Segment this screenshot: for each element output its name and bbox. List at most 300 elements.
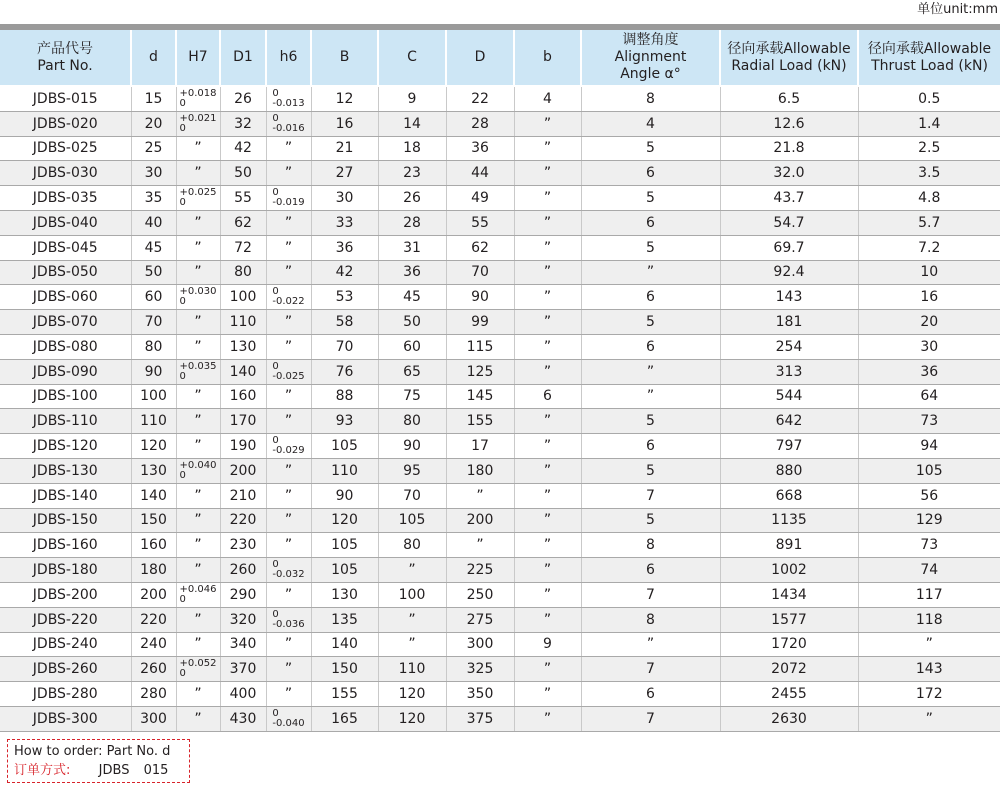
table-row	[0, 111, 1000, 136]
cell-B: 120	[311, 508, 378, 533]
cell-alignment-angle: 7	[581, 657, 720, 682]
cell-h7-lower: 0	[179, 469, 186, 481]
cell-part-no: JDBS-240	[0, 632, 131, 657]
cell-d: 300	[131, 706, 176, 731]
cell-h7	[176, 186, 220, 211]
cell-B: 27	[311, 161, 378, 186]
cell-radial-load: 2630	[720, 706, 858, 731]
cell-h7-upper: +0.035	[179, 360, 217, 372]
cell-h6	[266, 607, 311, 632]
cell-h6: ”	[266, 310, 311, 335]
cell-D: 70	[446, 260, 514, 285]
cell-h6: ”	[266, 682, 311, 707]
cell-part-no: JDBS-080	[0, 334, 131, 359]
cell-d: 140	[131, 483, 176, 508]
cell-C: 31	[378, 235, 446, 260]
cell-D: 300	[446, 632, 514, 657]
cell-d1: 50	[220, 161, 266, 186]
cell-d1: 42	[220, 136, 266, 161]
cell-C: ”	[378, 607, 446, 632]
cell-radial-load: 891	[720, 533, 858, 558]
cell-d1: 430	[220, 706, 266, 731]
cell-alignment-angle: 8	[581, 533, 720, 558]
cell-h6: ”	[266, 458, 311, 483]
cell-d: 40	[131, 210, 176, 235]
table-row	[0, 458, 1000, 483]
cell-d1: 370	[220, 657, 266, 682]
cell-h6: ”	[266, 409, 311, 434]
cell-h7	[176, 359, 220, 384]
cell-D: 145	[446, 384, 514, 409]
cell-alignment-angle: 5	[581, 310, 720, 335]
cell-h7-upper: +0.040	[179, 459, 217, 471]
cell-radial-load: 1002	[720, 558, 858, 583]
cell-h7: ”	[176, 334, 220, 359]
cell-C: 100	[378, 582, 446, 607]
cell-h7: ”	[176, 533, 220, 558]
cell-alignment-angle: 5	[581, 508, 720, 533]
cell-B: 130	[311, 582, 378, 607]
cell-h6: ”	[266, 582, 311, 607]
cell-b: ”	[514, 508, 581, 533]
cell-h7	[176, 111, 220, 136]
cell-h7-lower: 0	[179, 296, 186, 308]
table-row	[0, 136, 1000, 161]
cell-D: ”	[446, 483, 514, 508]
cell-h7: ”	[176, 260, 220, 285]
cell-d: 130	[131, 458, 176, 483]
cell-D: 49	[446, 186, 514, 211]
cell-h6-upper: 0	[272, 187, 279, 199]
cell-radial-load: 544	[720, 384, 858, 409]
cell-thrust-load: 129	[858, 508, 1000, 533]
cell-part-no: JDBS-060	[0, 285, 131, 310]
cell-d1: 260	[220, 558, 266, 583]
cell-C: 120	[378, 706, 446, 731]
cell-b: ”	[514, 260, 581, 285]
cell-d: 220	[131, 607, 176, 632]
header-B: B	[311, 30, 378, 86]
order-example-value: 015	[143, 763, 169, 778]
header-thrust-load: 径向承载Allowable Thrust Load (kN)	[858, 30, 1000, 86]
cell-h6	[266, 86, 311, 111]
cell-h6-lower: -0.040	[272, 717, 305, 729]
table-row	[0, 260, 1000, 285]
cell-D: ”	[446, 533, 514, 558]
cell-d1: 80	[220, 260, 266, 285]
cell-thrust-load: 143	[858, 657, 1000, 682]
cell-b: ”	[514, 582, 581, 607]
cell-b: ”	[514, 434, 581, 459]
cell-d: 200	[131, 582, 176, 607]
cell-C: 60	[378, 334, 446, 359]
cell-thrust-load: 56	[858, 483, 1000, 508]
cell-thrust-load: 3.5	[858, 161, 1000, 186]
cell-B: 105	[311, 434, 378, 459]
cell-D: 90	[446, 285, 514, 310]
cell-alignment-angle: ”	[581, 359, 720, 384]
cell-D: 99	[446, 310, 514, 335]
cell-h6-lower: -0.013	[272, 97, 305, 109]
table-row	[0, 607, 1000, 632]
cell-C: 26	[378, 186, 446, 211]
cell-alignment-angle: 7	[581, 706, 720, 731]
cell-h6: ”	[266, 210, 311, 235]
table-row	[0, 508, 1000, 533]
cell-h6: ”	[266, 483, 311, 508]
cell-thrust-load: 0.5	[858, 86, 1000, 111]
cell-d1: 220	[220, 508, 266, 533]
cell-d: 35	[131, 186, 176, 211]
table-row	[0, 434, 1000, 459]
cell-d1: 72	[220, 235, 266, 260]
cell-d: 15	[131, 86, 176, 111]
cell-h7-lower: 0	[179, 122, 186, 134]
cell-h6-lower: -0.029	[272, 445, 305, 457]
cell-part-no: JDBS-030	[0, 161, 131, 186]
cell-h6	[266, 359, 311, 384]
cell-h6	[266, 111, 311, 136]
cell-h7: ”	[176, 508, 220, 533]
cell-d1: 62	[220, 210, 266, 235]
cell-d: 150	[131, 508, 176, 533]
cell-D: 200	[446, 508, 514, 533]
cell-h7: ”	[176, 434, 220, 459]
cell-B: 105	[311, 533, 378, 558]
cell-h6-lower: -0.032	[272, 569, 305, 581]
cell-thrust-load: 64	[858, 384, 1000, 409]
cell-radial-load: 2072	[720, 657, 858, 682]
cell-h7: ”	[176, 310, 220, 335]
cell-C: 9	[378, 86, 446, 111]
order-line-cn	[14, 761, 189, 780]
cell-h6-upper: 0	[272, 360, 279, 372]
table-row	[0, 86, 1000, 111]
cell-h6: ”	[266, 632, 311, 657]
cell-h6-upper: 0	[272, 707, 279, 719]
order-label-en: How to order: Part No.	[14, 744, 159, 759]
cell-D: 36	[446, 136, 514, 161]
cell-part-no: JDBS-110	[0, 409, 131, 434]
cell-C: 120	[378, 682, 446, 707]
cell-thrust-load: 105	[858, 458, 1000, 483]
cell-B: 140	[311, 632, 378, 657]
cell-B: 76	[311, 359, 378, 384]
cell-B: 165	[311, 706, 378, 731]
cell-b: ”	[514, 235, 581, 260]
cell-C: 70	[378, 483, 446, 508]
cell-b: ”	[514, 706, 581, 731]
header-part-no: 产品代号 Part No.	[0, 30, 131, 86]
cell-h7-upper: +0.046	[179, 583, 217, 595]
cell-h6-lower: -0.025	[272, 370, 305, 382]
cell-C: 45	[378, 285, 446, 310]
order-value-d: d	[162, 744, 171, 759]
cell-h6-upper: 0	[272, 608, 279, 620]
table-row	[0, 285, 1000, 310]
cell-d: 20	[131, 111, 176, 136]
table-row	[0, 533, 1000, 558]
cell-h7-upper: +0.018	[179, 87, 217, 99]
cell-B: 16	[311, 111, 378, 136]
cell-h6-lower: -0.019	[272, 197, 305, 209]
cell-d1: 26	[220, 86, 266, 111]
table-row	[0, 384, 1000, 409]
cell-b: ”	[514, 409, 581, 434]
cell-alignment-angle: ”	[581, 632, 720, 657]
cell-B: 90	[311, 483, 378, 508]
cell-part-no: JDBS-200	[0, 582, 131, 607]
table-header-row	[0, 30, 1000, 86]
cell-d: 30	[131, 161, 176, 186]
cell-d1: 210	[220, 483, 266, 508]
cell-h7: ”	[176, 558, 220, 583]
cell-b: ”	[514, 682, 581, 707]
header-b: b	[514, 30, 581, 86]
cell-D: 28	[446, 111, 514, 136]
cell-part-no: JDBS-100	[0, 384, 131, 409]
cell-d: 160	[131, 533, 176, 558]
cell-B: 42	[311, 260, 378, 285]
cell-h6-lower: -0.022	[272, 296, 305, 308]
cell-h6: ”	[266, 508, 311, 533]
cell-B: 105	[311, 558, 378, 583]
cell-C: 36	[378, 260, 446, 285]
cell-b: ”	[514, 483, 581, 508]
table-row	[0, 657, 1000, 682]
cell-alignment-angle: 4	[581, 111, 720, 136]
cell-h6: ”	[266, 260, 311, 285]
cell-alignment-angle: 5	[581, 458, 720, 483]
cell-radial-load: 313	[720, 359, 858, 384]
cell-B: 110	[311, 458, 378, 483]
cell-h6: ”	[266, 384, 311, 409]
cell-D: 275	[446, 607, 514, 632]
header-alignment-angle: 调整角度 Alignment Angle α°	[581, 30, 720, 86]
cell-radial-load: 797	[720, 434, 858, 459]
cell-B: 53	[311, 285, 378, 310]
cell-thrust-load: 7.2	[858, 235, 1000, 260]
cell-d: 25	[131, 136, 176, 161]
cell-d1: 130	[220, 334, 266, 359]
cell-C: 110	[378, 657, 446, 682]
cell-C: 90	[378, 434, 446, 459]
cell-part-no: JDBS-050	[0, 260, 131, 285]
cell-d: 260	[131, 657, 176, 682]
cell-radial-load: 1577	[720, 607, 858, 632]
cell-b: ”	[514, 161, 581, 186]
table-row	[0, 558, 1000, 583]
cell-h7	[176, 582, 220, 607]
cell-alignment-angle: 6	[581, 682, 720, 707]
cell-C: 50	[378, 310, 446, 335]
cell-b: ”	[514, 334, 581, 359]
cell-B: 135	[311, 607, 378, 632]
cell-alignment-angle: 6	[581, 334, 720, 359]
cell-D: 55	[446, 210, 514, 235]
cell-C: ”	[378, 632, 446, 657]
header-radial-load: 径向承载Allowable Radial Load (kN)	[720, 30, 858, 86]
table-row	[0, 235, 1000, 260]
cell-thrust-load: 74	[858, 558, 1000, 583]
cell-h7-lower: 0	[179, 668, 186, 680]
cell-alignment-angle: 7	[581, 483, 720, 508]
cell-B: 70	[311, 334, 378, 359]
cell-radial-load: 69.7	[720, 235, 858, 260]
header-h7: H7	[176, 30, 220, 86]
cell-h7-upper: +0.052	[179, 658, 217, 670]
cell-d1: 320	[220, 607, 266, 632]
cell-h7-upper: +0.030	[179, 286, 217, 298]
header-d1: D1	[220, 30, 266, 86]
cell-part-no: JDBS-035	[0, 186, 131, 211]
cell-radial-load: 1434	[720, 582, 858, 607]
cell-d: 240	[131, 632, 176, 657]
cell-b: ”	[514, 558, 581, 583]
cell-part-no: JDBS-025	[0, 136, 131, 161]
cell-part-no: JDBS-260	[0, 657, 131, 682]
cell-h7-lower: 0	[179, 97, 186, 109]
cell-D: 325	[446, 657, 514, 682]
cell-thrust-load: 10	[858, 260, 1000, 285]
cell-b: ”	[514, 186, 581, 211]
table-row	[0, 310, 1000, 335]
cell-b: ”	[514, 359, 581, 384]
cell-d1: 100	[220, 285, 266, 310]
cell-h7: ”	[176, 632, 220, 657]
cell-radial-load: 143	[720, 285, 858, 310]
cell-radial-load: 43.7	[720, 186, 858, 211]
cell-alignment-angle: 6	[581, 434, 720, 459]
cell-h7: ”	[176, 235, 220, 260]
cell-B: 155	[311, 682, 378, 707]
cell-d: 45	[131, 235, 176, 260]
cell-radial-load: 668	[720, 483, 858, 508]
cell-b: 6	[514, 384, 581, 409]
cell-h6	[266, 558, 311, 583]
table-row	[0, 682, 1000, 707]
cell-h6: ”	[266, 657, 311, 682]
cell-h6: ”	[266, 533, 311, 558]
cell-h7	[176, 657, 220, 682]
cell-d1: 170	[220, 409, 266, 434]
cell-thrust-load: 16	[858, 285, 1000, 310]
cell-h7: ”	[176, 136, 220, 161]
cell-radial-load: 32.0	[720, 161, 858, 186]
cell-thrust-load: ”	[858, 706, 1000, 731]
cell-B: 88	[311, 384, 378, 409]
cell-d: 110	[131, 409, 176, 434]
cell-b: ”	[514, 210, 581, 235]
cell-h7-lower: 0	[179, 370, 186, 382]
table-row	[0, 334, 1000, 359]
cell-thrust-load: 117	[858, 582, 1000, 607]
table-row	[0, 161, 1000, 186]
cell-radial-load: 642	[720, 409, 858, 434]
cell-d1: 230	[220, 533, 266, 558]
cell-radial-load: 880	[720, 458, 858, 483]
cell-b: ”	[514, 458, 581, 483]
cell-d1: 140	[220, 359, 266, 384]
cell-alignment-angle: 8	[581, 86, 720, 111]
cell-h7: ”	[176, 384, 220, 409]
cell-h7: ”	[176, 210, 220, 235]
cell-h7: ”	[176, 607, 220, 632]
cell-thrust-load: 73	[858, 533, 1000, 558]
cell-thrust-load: 172	[858, 682, 1000, 707]
cell-radial-load: 254	[720, 334, 858, 359]
cell-h7	[176, 285, 220, 310]
cell-part-no: JDBS-070	[0, 310, 131, 335]
cell-D: 62	[446, 235, 514, 260]
header-D: D	[446, 30, 514, 86]
cell-alignment-angle: 5	[581, 235, 720, 260]
cell-h6	[266, 706, 311, 731]
cell-d1: 200	[220, 458, 266, 483]
cell-thrust-load: 73	[858, 409, 1000, 434]
cell-B: 30	[311, 186, 378, 211]
cell-D: 180	[446, 458, 514, 483]
cell-thrust-load: 2.5	[858, 136, 1000, 161]
cell-thrust-load: 94	[858, 434, 1000, 459]
cell-B: 150	[311, 657, 378, 682]
cell-radial-load: 6.5	[720, 86, 858, 111]
cell-d: 120	[131, 434, 176, 459]
cell-part-no: JDBS-220	[0, 607, 131, 632]
cell-h7: ”	[176, 161, 220, 186]
cell-C: 95	[378, 458, 446, 483]
cell-h6-lower: -0.016	[272, 122, 305, 134]
cell-h6	[266, 285, 311, 310]
table-row	[0, 359, 1000, 384]
cell-h6-upper: 0	[272, 112, 279, 124]
cell-D: 17	[446, 434, 514, 459]
cell-part-no: JDBS-015	[0, 86, 131, 111]
cell-b: ”	[514, 533, 581, 558]
table-row	[0, 582, 1000, 607]
order-label-cn: 订单方式:	[14, 763, 71, 778]
cell-alignment-angle: 6	[581, 210, 720, 235]
table-row	[0, 186, 1000, 211]
cell-D: 350	[446, 682, 514, 707]
table-row	[0, 483, 1000, 508]
table-row	[0, 706, 1000, 731]
cell-h6: ”	[266, 334, 311, 359]
cell-thrust-load: 36	[858, 359, 1000, 384]
cell-C: 75	[378, 384, 446, 409]
table-row	[0, 210, 1000, 235]
cell-thrust-load: 118	[858, 607, 1000, 632]
cell-part-no: JDBS-040	[0, 210, 131, 235]
cell-d1: 160	[220, 384, 266, 409]
unit-label: 单位unit:mm	[917, 2, 998, 17]
cell-part-no: JDBS-280	[0, 682, 131, 707]
cell-h7-upper: +0.025	[179, 187, 217, 199]
header-d: d	[131, 30, 176, 86]
cell-C: 14	[378, 111, 446, 136]
cell-h7-lower: 0	[179, 197, 186, 209]
cell-h6: ”	[266, 161, 311, 186]
cell-C: 18	[378, 136, 446, 161]
cell-b: ”	[514, 136, 581, 161]
cell-radial-load: 181	[720, 310, 858, 335]
cell-d1: 290	[220, 582, 266, 607]
cell-radial-load: 1720	[720, 632, 858, 657]
cell-radial-load: 21.8	[720, 136, 858, 161]
cell-radial-load: 12.6	[720, 111, 858, 136]
cell-h7: ”	[176, 409, 220, 434]
cell-D: 44	[446, 161, 514, 186]
